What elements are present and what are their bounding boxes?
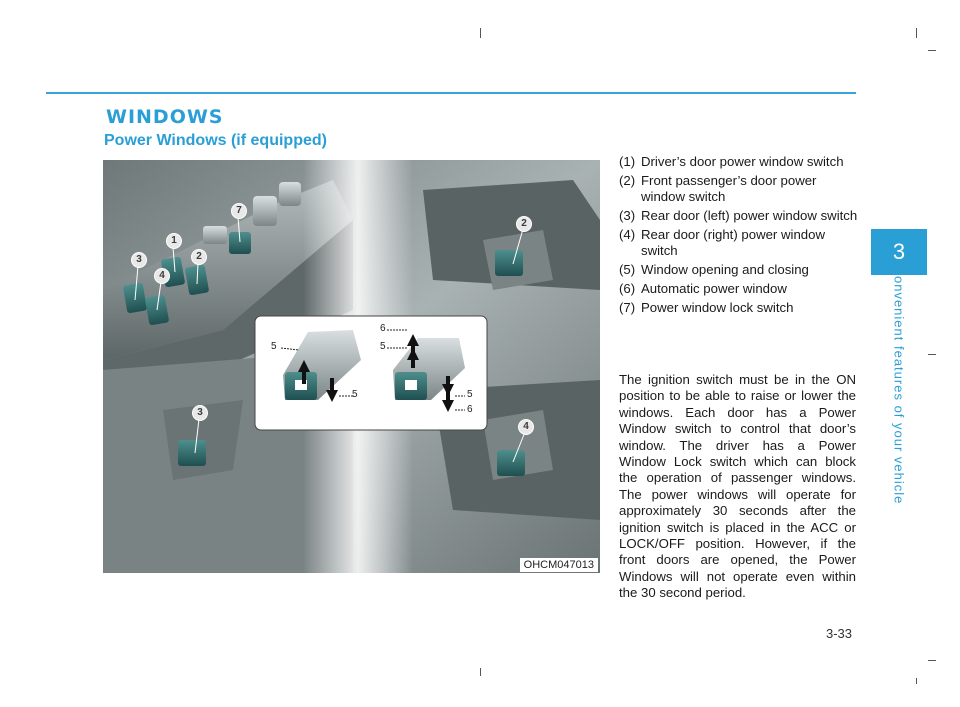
component-list — [619, 154, 859, 319]
callout-3: 3 — [131, 252, 147, 268]
crop-mark — [480, 28, 481, 38]
crop-mark — [916, 678, 917, 684]
list-item: (1) Driver’s door power window switch — [619, 154, 844, 169]
subsection-title: Power Windows (if equipped) — [104, 132, 327, 149]
inset-label: 6 — [467, 404, 473, 415]
list-item: (4) Rear door (right) power window switch — [619, 227, 825, 258]
callout-7: 7 — [231, 203, 247, 219]
list-item: (6) Automatic power window — [619, 281, 787, 296]
crop-mark — [916, 28, 917, 38]
chapter-side-label: Convenient features of your vehicle — [891, 265, 907, 505]
header-rule — [46, 92, 856, 94]
inset-label: 5 — [467, 389, 473, 400]
callout-4: 4 — [154, 268, 170, 284]
callout-1: 1 — [166, 233, 182, 249]
list-item: (5) Window opening and closing — [619, 262, 809, 277]
callout-2: 2 — [191, 249, 207, 265]
list-item: (2) Front passenger’s door power window switch — [619, 173, 817, 204]
list-item: (7) Power window lock switch — [619, 300, 794, 315]
page-number: 3-33 — [826, 626, 853, 641]
power-window-figure — [103, 160, 600, 573]
crop-mark — [928, 354, 936, 355]
chapter-tab: 3 — [871, 229, 927, 275]
callout-4-rear-right: 4 — [518, 419, 534, 435]
section-title: WINDOWS — [106, 106, 224, 128]
callout-3-rear-left: 3 — [192, 405, 208, 421]
crop-mark — [480, 668, 481, 676]
inset-label: 5 — [352, 389, 358, 400]
crop-mark — [928, 660, 936, 661]
body-paragraph: The ignition switch must be in the ON position to be able to raise or lower the windows. Each door has a Power Window switch to control that door’s window. The driver has a Power Window Lock switch which can block the operation of passenger windows. The power windows will operate for approximately 30 seconds after the ignition switch is placed in the ACC or LOCK/OFF position. However, if the front doors are opened, the Power Windows will not operate even within the 30 second period. — [619, 372, 856, 601]
inset-label: 5 — [271, 341, 277, 352]
figure-code: OHCM047013 — [520, 558, 598, 572]
callout-2-passenger: 2 — [516, 216, 532, 232]
list-item: (3) Rear door (left) power window switch — [619, 208, 858, 223]
inset-label: 6 — [380, 323, 386, 334]
inset-label: 5 — [380, 341, 386, 352]
crop-mark — [928, 50, 936, 51]
